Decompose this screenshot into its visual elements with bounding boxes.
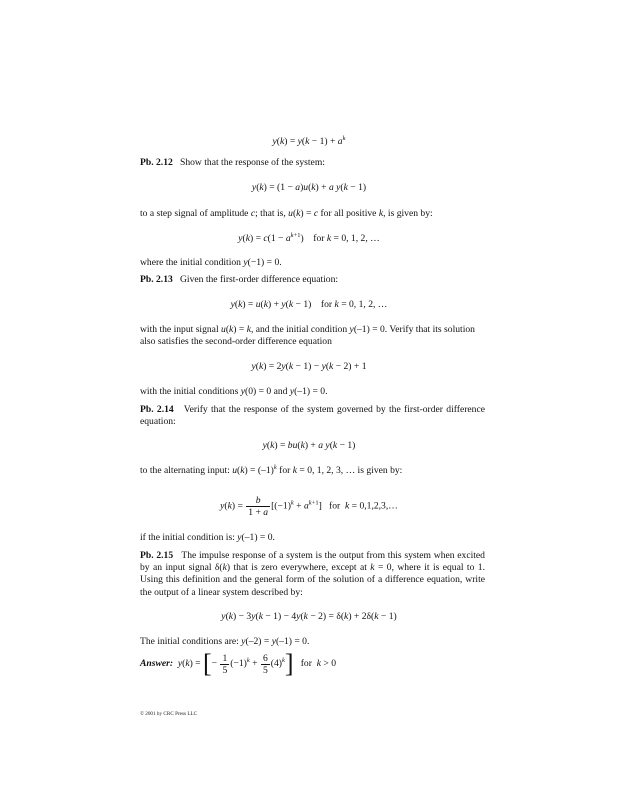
pb-2-14-input-text: to the alternating input: $u(k) = (-1)^k$ for k = 0, 1, 2, 3, … is given by: xyxy=(140,464,403,476)
pb-2-14-label: Pb. 2.14 xyxy=(140,404,174,415)
pb-2-14-equation-response: y(k) = $\frac{b}{1 + a}$ $[(-1)^k + a^{k+1}]$ for k = 0,1,2,3,… xyxy=(220,495,398,518)
pb-2-14-initial-condition: if the initial condition is: y(–1) = 0. xyxy=(140,532,275,543)
pb-2-13-initial-condition: with the initial conditions y(0) = 0 and y(–1) = 0. xyxy=(140,386,328,397)
pb-2-14-intro: Pb. 2.14 Verify that the response of the system governed by the first-order difference equation: xyxy=(140,404,485,428)
equation-top: $y(k) = y(k - 1) + a^k$ xyxy=(272,135,346,147)
pb-2-12-intro: Pb. 2.12 Show that the response of the system: xyxy=(140,157,325,168)
fraction-6-over-5: $\frac{6}{5}$ xyxy=(263,652,268,676)
pb-2-12-equation-system: y(k) = (1 − a)u(k) + a y(k − 1) xyxy=(251,182,367,193)
pb-2-13-equation-first: y(k) = u(k) + y(k − 1) for k = 0, 1, 2, … xyxy=(230,299,388,310)
pb-2-15-equation-system: y(k) − 3y(k − 1) − 4y(k − 2) = δ(k) + 2δ(k − 1) xyxy=(221,611,397,622)
pb-2-13-label: Pb. 2.13 xyxy=(140,274,173,285)
pb-2-15-initial-condition: The initial conditions are: y(–2) = y(–1) = 0. xyxy=(140,636,310,647)
pb-2-15-label: Pb. 2.15 xyxy=(140,550,174,561)
pb-2-13-input-text: with the input signal u(k) = k, and the initial condition y(–1) = 0. Verify that its solution also satisfies the second-order difference equation xyxy=(140,324,475,348)
pb-2-13-equation-second: y(k) = 2y(k − 1) − y(k − 2) + 1 xyxy=(251,361,367,372)
pb-2-12-step-text: to a step signal of amplitude c; that is, u(k) = c for all positive k, is given by: xyxy=(140,208,433,219)
pb-2-13-intro: Pb. 2.13 Given the first-order difference equation: xyxy=(140,274,339,285)
fraction-1-over-5: $\frac{1}{5}$ xyxy=(222,652,228,676)
copyright-footer: © 2001 by CRC Press LLC xyxy=(140,711,198,717)
pb-2-12-equation-response: $y(k) = c(1 - a^{k+1})$ for k = 0, 1, 2, … xyxy=(238,232,380,244)
pb-2-12-label: Pb. 2.12 xyxy=(140,157,173,168)
pb-2-12-initial-condition: where the initial condition y(−1) = 0. xyxy=(140,257,282,268)
fraction-b-over-1-plus-a: $\frac{b}{1 + a}$ xyxy=(248,495,269,518)
answer-label: Answer: xyxy=(140,658,174,670)
pb-2-15-intro: Pb. 2.15 The impulse response of a system is the output from this system when excited by an input signal δ(k) that is zero everywhere, except at k = 0, where it is equal to 1. Using this definition and the general form of the solution of a difference equation, write the output of a linear system described by: xyxy=(140,550,485,598)
pb-2-15-answer: Answer: y(k) = [− $\frac{1}{5}$ $(-1)^k$ + $\frac{6}{5}$ $(4)^k$] for k > 0 xyxy=(140,649,337,678)
pb-2-14-equation-system: y(k) = bu(k) + a y(k − 1) xyxy=(262,440,356,451)
